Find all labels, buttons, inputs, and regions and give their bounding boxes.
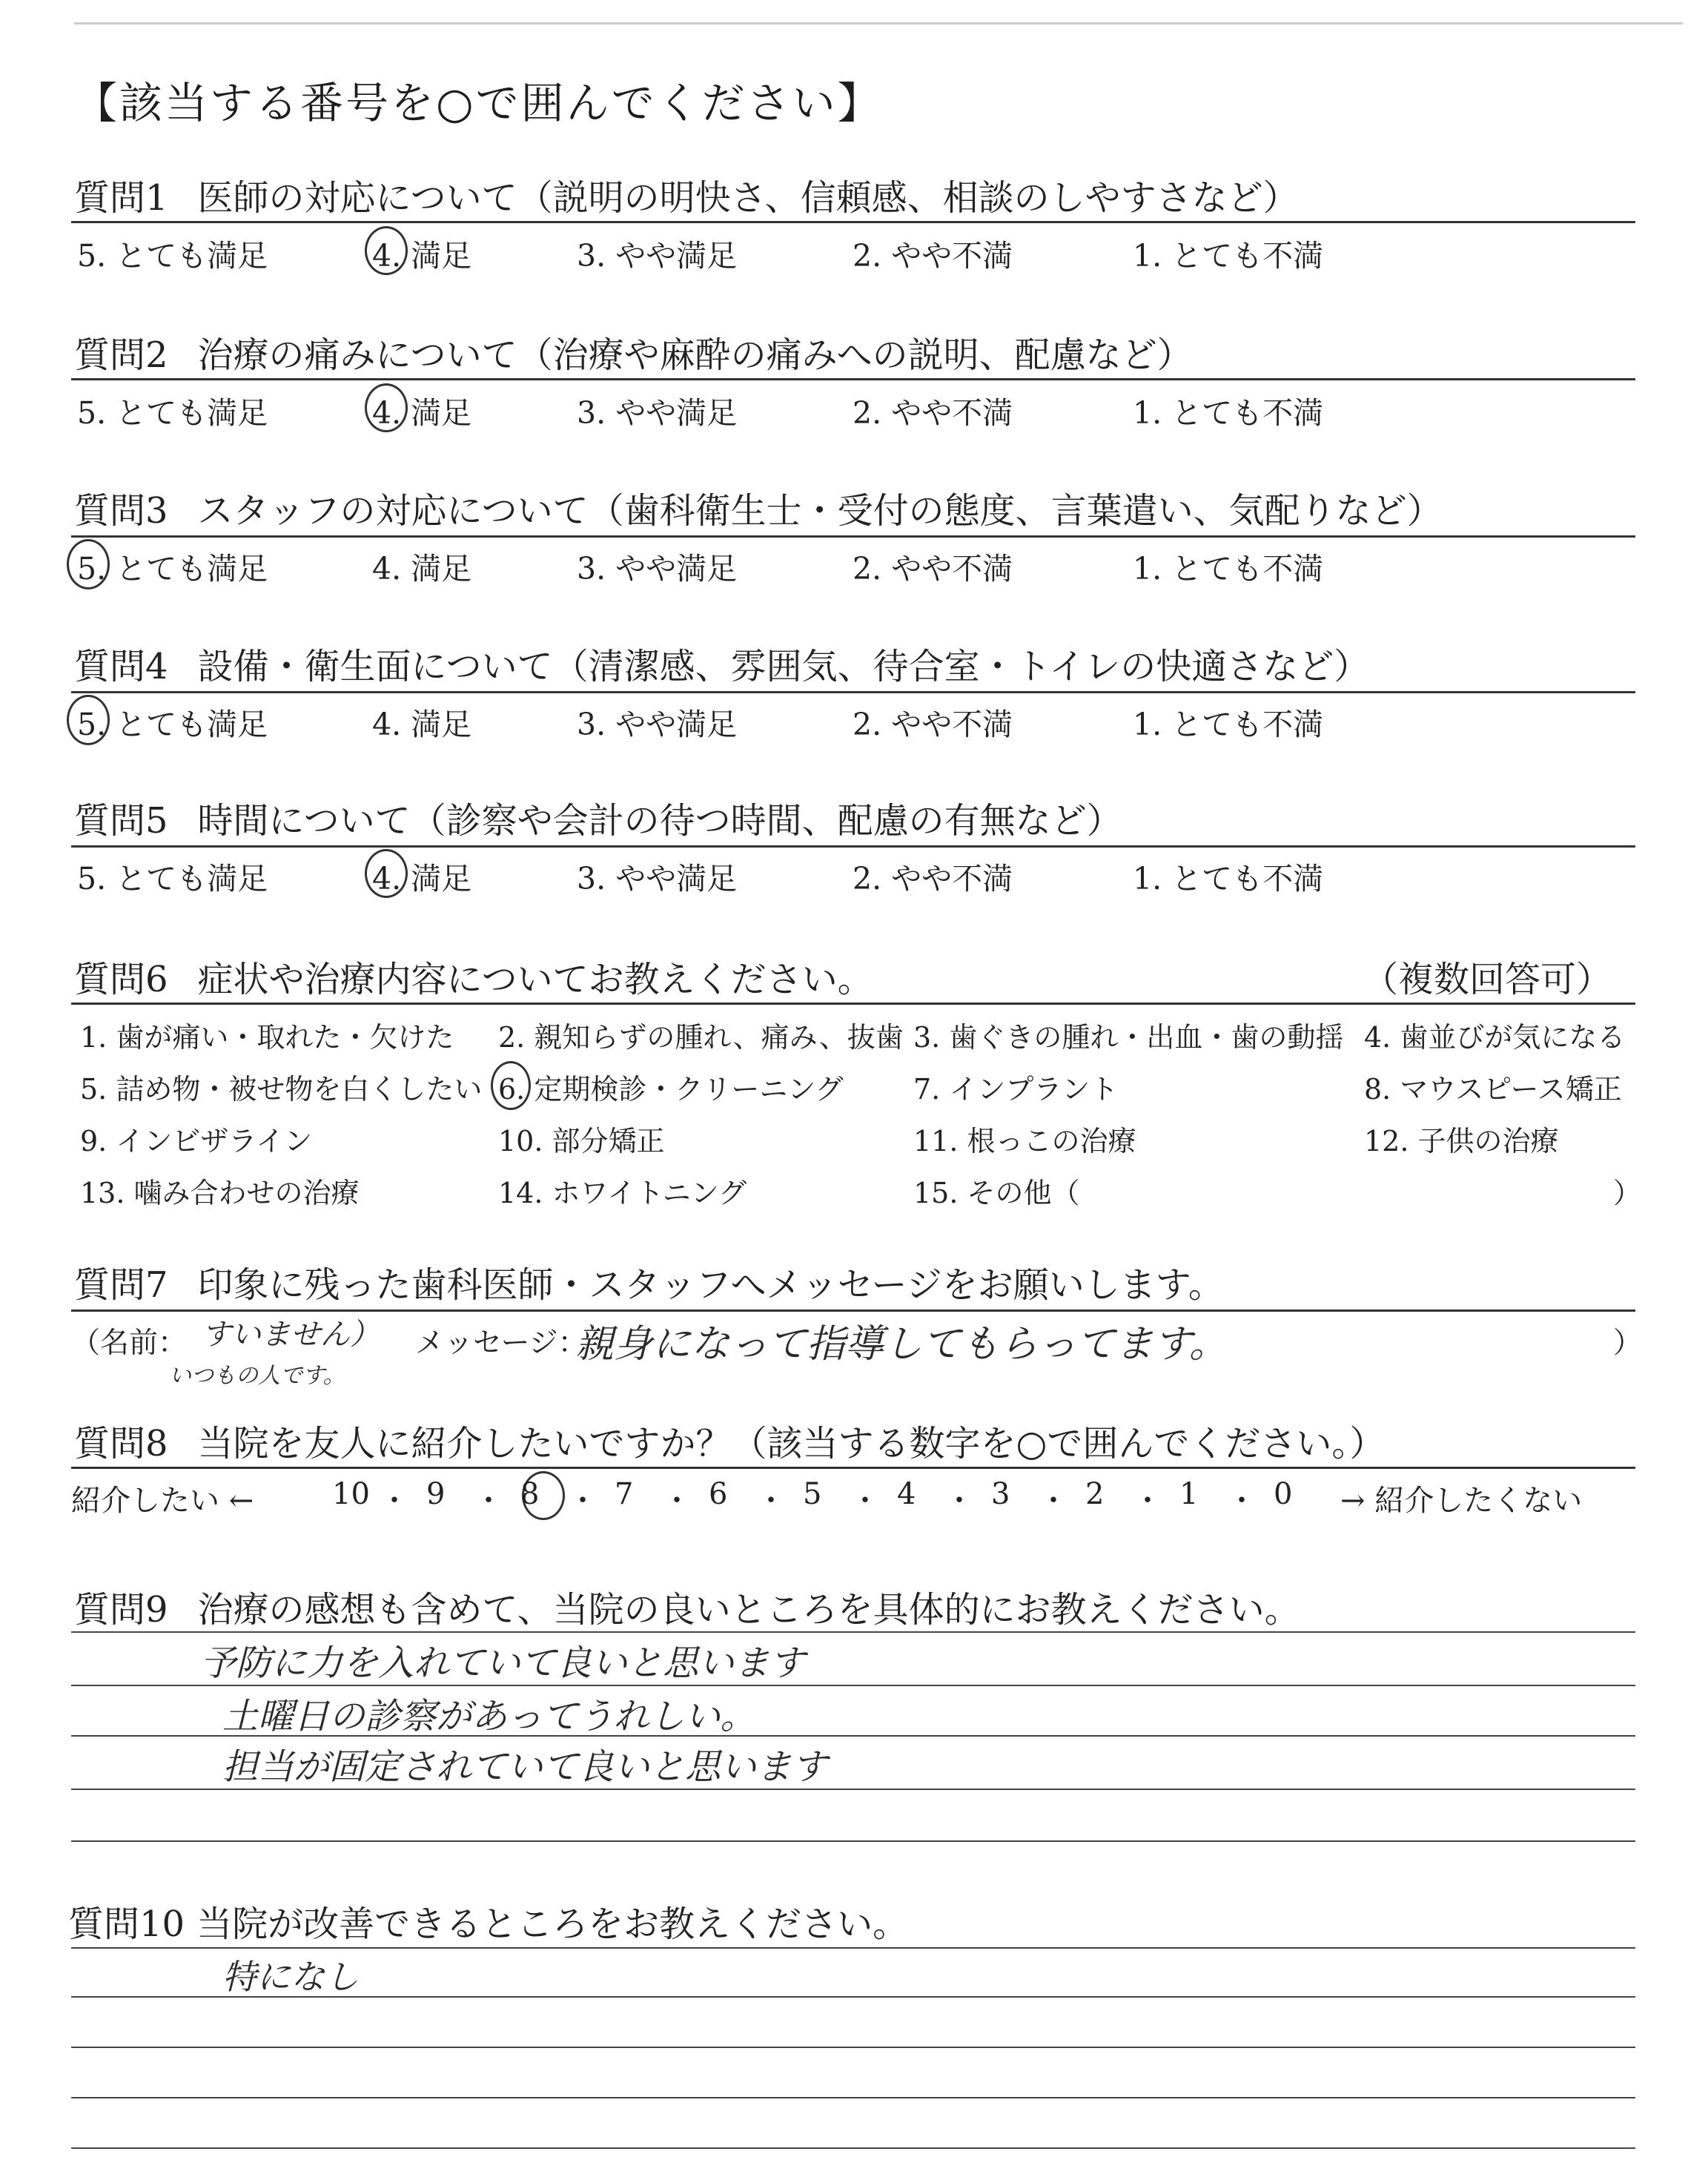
question-3-heading: [74, 482, 1443, 533]
q5-option-3[interactable]: 3. やや満足: [577, 861, 738, 896]
q1-option-1[interactable]: 1. とても不満: [1133, 238, 1324, 274]
q9-answer-2[interactable]: 土曜日の診察があってうれしい。: [222, 1696, 756, 1737]
q3-option-4[interactable]: 4. 満足: [372, 551, 472, 587]
question-6-heading: [74, 951, 873, 1002]
q8-scale-separator: ・: [850, 1484, 880, 1518]
q8-scale-4[interactable]: 4: [897, 1477, 916, 1511]
q10-line-3: [71, 2047, 1635, 2048]
question-1-text: 医師の対応について（説明の明快さ、信頼感、相談のしやすさなど）: [197, 177, 1299, 219]
q8-left-label: 紹介したい ←: [71, 1484, 254, 1518]
q8-scale-7[interactable]: 7: [615, 1477, 634, 1511]
question-5-heading: [74, 792, 1122, 843]
question-2-text: 治療の痛みについて（治療や麻酔の痛みへの説明、配慮など）: [197, 334, 1193, 376]
q1-option-5[interactable]: 5. とても満足: [77, 238, 268, 274]
q6-option-11[interactable]: 11. 根っこの治療: [913, 1125, 1136, 1157]
question-1-rule: [71, 221, 1635, 223]
q8-scale-9[interactable]: 9: [426, 1477, 446, 1511]
q10-answer[interactable]: 特になし: [222, 1957, 359, 1997]
question-2-heading: [74, 326, 1193, 377]
q7-message-label: メッセージ：: [415, 1327, 587, 1360]
q1-selected-circle: [365, 226, 408, 275]
q10-line-5: [71, 2147, 1635, 2149]
q2-option-2[interactable]: 2. やや不満: [853, 395, 1013, 431]
question-8-rule: [71, 1467, 1635, 1469]
q8-scale-3[interactable]: 3: [991, 1477, 1010, 1511]
question-1-label: 質問1: [74, 177, 168, 219]
question-3-label: 質問3: [74, 490, 168, 532]
q2-option-1[interactable]: 1. とても不満: [1133, 395, 1324, 431]
question-6-label: 質問6: [74, 959, 168, 1000]
q6-option-7[interactable]: 7. インプラント: [913, 1073, 1119, 1106]
question-6-note: （複数回答可）: [1363, 959, 1612, 1000]
q7-name-note: いつもの人です。: [169, 1363, 345, 1389]
q6-option-5[interactable]: 5. 詰め物・被せ物を白くしたい: [80, 1073, 483, 1106]
q2-option-3[interactable]: 3. やや満足: [577, 395, 738, 431]
q1-option-4[interactable]: 4. 満足: [372, 238, 472, 274]
question-10-text: 当院が改善できるところをお教えください。: [196, 1903, 909, 1945]
q10-line-4: [71, 2097, 1635, 2098]
question-4-heading: [74, 638, 1369, 689]
question-4-text: 設備・衛生面について（清潔感、雰囲気、待合室・トイレの快適さなど）: [197, 646, 1370, 687]
q6-option-3[interactable]: 3. 歯ぐきの腫れ・出血・歯の動揺: [913, 1021, 1344, 1054]
q8-right-label: → 紹介したくない: [1340, 1484, 1583, 1518]
q7-name-value[interactable]: すいません）: [202, 1318, 380, 1352]
q6-option-8[interactable]: 8. マウスピース矯正: [1364, 1073, 1622, 1106]
q8-scale-separator: ・: [380, 1484, 409, 1518]
q3-option-5[interactable]: 5. とても満足: [77, 551, 268, 587]
q6-option-4[interactable]: 4. 歯並びが気になる: [1364, 1021, 1626, 1054]
question-7-label: 質問7: [74, 1264, 168, 1306]
question-6-text: 症状や治療内容についてお教えください。: [197, 959, 873, 1000]
q5-option-2[interactable]: 2. やや不満: [853, 861, 1013, 896]
q3-selected-circle: [67, 539, 110, 589]
question-4-rule: [71, 691, 1635, 693]
q4-option-5[interactable]: 5. とても満足: [77, 707, 268, 742]
q8-scale-5[interactable]: 5: [803, 1477, 822, 1511]
question-2-rule: [71, 378, 1635, 380]
q8-scale-separator: ・: [662, 1484, 692, 1518]
q3-option-2[interactable]: 2. やや不満: [853, 551, 1013, 587]
q2-option-4[interactable]: 4. 満足: [372, 395, 472, 431]
q6-selected-circle: [491, 1061, 531, 1110]
q5-option-1[interactable]: 1. とても不満: [1133, 861, 1324, 896]
q3-option-3[interactable]: 3. やや満足: [577, 551, 738, 587]
q5-option-4[interactable]: 4. 満足: [372, 861, 472, 896]
question-4-label: 質問4: [74, 646, 168, 687]
top-border: [74, 22, 1683, 24]
question-2-label: 質問2: [74, 334, 168, 376]
q8-scale-8[interactable]: 8: [520, 1477, 540, 1511]
page-title: 【該当する番号を○で囲んでください】: [74, 78, 883, 128]
question-9-label: 質問9: [74, 1589, 168, 1631]
q8-scale-separator: ・: [1227, 1484, 1257, 1518]
q6-option-10[interactable]: 10. 部分矯正: [498, 1125, 665, 1157]
question-8-heading: [74, 1415, 1385, 1466]
question-10-label: 質問10: [68, 1903, 185, 1945]
q6-option-1[interactable]: 1. 歯が痛い・取れた・欠けた: [80, 1021, 454, 1054]
q5-selected-circle: [365, 849, 408, 898]
q6-option-2[interactable]: 2. 親知らずの腫れ、痛み、抜歯: [498, 1021, 904, 1054]
question-10-heading: [68, 1895, 908, 1946]
q3-option-1[interactable]: 1. とても不満: [1133, 551, 1324, 587]
q4-option-3[interactable]: 3. やや満足: [577, 707, 738, 742]
question-5-rule: [71, 845, 1635, 848]
q6-option-9[interactable]: 9. インビザライン: [80, 1125, 313, 1157]
q8-scale-separator: ・: [756, 1484, 786, 1518]
question-7-text: 印象に残った歯科医師・スタッフへメッセージをお願いします。: [197, 1264, 1224, 1306]
q8-scale-separator: ・: [1039, 1484, 1068, 1518]
q6-option-13[interactable]: 13. 噛み合わせの治療: [80, 1177, 360, 1209]
q1-option-2[interactable]: 2. やや不満: [853, 238, 1013, 274]
q7-message-close: ）: [1613, 1327, 1643, 1360]
q2-option-5[interactable]: 5. とても満足: [77, 395, 268, 431]
q9-answer-3[interactable]: 担当が固定されていて良いと思います: [222, 1746, 828, 1788]
q5-option-5[interactable]: 5. とても満足: [77, 861, 268, 896]
q4-option-4[interactable]: 4. 満足: [372, 707, 472, 742]
q4-option-1[interactable]: 1. とても不満: [1133, 707, 1324, 742]
q1-option-3[interactable]: 3. やや満足: [577, 238, 738, 274]
q6-option-12[interactable]: 12. 子供の治療: [1364, 1125, 1559, 1157]
q8-scale-6[interactable]: 6: [709, 1477, 728, 1511]
q7-name-label: （名前：: [71, 1327, 188, 1360]
q8-scale-10[interactable]: 10: [332, 1477, 370, 1511]
question-8-text: 当院を友人に紹介したいですか？（該当する数字を○で囲んでください。）: [197, 1423, 1386, 1464]
q10-line-1: [71, 1947, 1635, 1949]
q7-message-value[interactable]: 親身になって指導してもらってます。: [575, 1322, 1228, 1367]
q4-selected-circle: [67, 695, 110, 745]
question-5-label: 質問5: [74, 800, 168, 842]
q8-scale-separator: ・: [944, 1484, 974, 1518]
question-3-text: スタッフの対応について（歯科衛生士・受付の態度、言葉遣い、気配りなど）: [197, 490, 1443, 532]
question-7-heading: [74, 1256, 1224, 1307]
question-6-rule: [71, 1003, 1635, 1005]
question-5-text: 時間について（診察や会計の待つ時間、配慮の有無など）: [197, 800, 1122, 842]
q8-scale-separator: ・: [1133, 1484, 1162, 1518]
question-1-heading: [74, 169, 1299, 220]
q6-option-15-close: ）: [1613, 1177, 1642, 1209]
q9-line-1: [71, 1631, 1635, 1633]
q4-option-2[interactable]: 2. やや不満: [853, 707, 1013, 742]
q8-scale-1[interactable]: 1: [1179, 1477, 1199, 1511]
q9-answer-1[interactable]: 予防に力を入れていて良いと思います: [200, 1642, 806, 1684]
q6-option-15[interactable]: 15. その他（: [913, 1177, 1080, 1209]
q8-scale-2[interactable]: 2: [1085, 1477, 1105, 1511]
q9-line-5: [71, 1840, 1635, 1842]
question-8-label: 質問8: [74, 1423, 168, 1464]
question-9-heading: [74, 1581, 1300, 1632]
q6-option-14[interactable]: 14. ホワイトニング: [498, 1177, 747, 1209]
q2-selected-circle: [365, 383, 408, 432]
q8-scale-separator: ・: [568, 1484, 598, 1518]
question-9-text: 治療の感想も含めて、当院の良いところを具体的にお教えください。: [197, 1589, 1300, 1631]
q8-scale-separator: ・: [474, 1484, 503, 1518]
q8-scale-0[interactable]: 0: [1274, 1477, 1293, 1511]
question-3-rule: [71, 535, 1635, 538]
q6-option-6[interactable]: 6. 定期検診・クリーニング: [498, 1073, 844, 1106]
